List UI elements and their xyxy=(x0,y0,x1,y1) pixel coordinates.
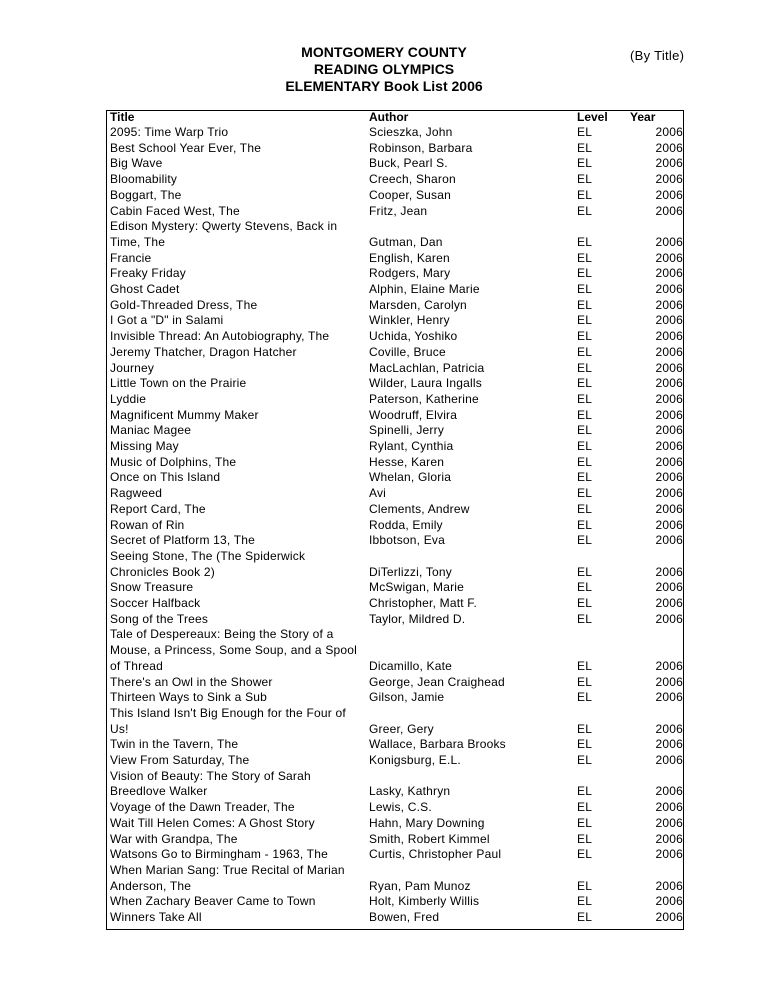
book-author: George, Jean Craighead xyxy=(369,674,505,689)
book-author: Hesse, Karen xyxy=(369,454,445,469)
book-level: EL xyxy=(577,501,593,516)
book-title xyxy=(110,596,360,612)
book-year: 2006 xyxy=(655,376,683,391)
book-author: Marsden, Carolyn xyxy=(369,297,467,312)
table-row xyxy=(0,266,768,282)
book-year: 2006 xyxy=(655,140,683,155)
book-level: EL xyxy=(577,344,593,359)
book-author: Dicamillo, Kate xyxy=(369,658,453,673)
table-row xyxy=(0,816,768,832)
book-title-line: View From Saturday, The xyxy=(110,753,250,767)
book-title xyxy=(110,125,360,141)
book-level: EL xyxy=(577,658,593,673)
book-title-line: Rowan of Rin xyxy=(110,517,185,532)
book-title-line: Twin in the Tavern, The xyxy=(110,737,239,752)
book-author: Alphin, Elaine Marie xyxy=(369,282,480,296)
table-row xyxy=(0,188,768,204)
book-author: Robinson, Barbara xyxy=(369,140,473,155)
book-year: 2006 xyxy=(655,172,683,187)
table-row xyxy=(0,298,768,314)
book-year: 2006 xyxy=(655,470,683,485)
book-level: EL xyxy=(577,203,593,218)
book-level: EL xyxy=(577,690,593,705)
book-year: 2006 xyxy=(655,187,683,202)
book-level: EL xyxy=(577,140,593,155)
book-level: EL xyxy=(577,580,593,595)
book-title-line: Us! xyxy=(110,721,129,736)
book-title-line: Soccer Halfback xyxy=(110,596,201,610)
book-title-line: Voyage of the Dawn Treader, The xyxy=(110,800,295,815)
book-level: EL xyxy=(577,878,593,893)
book-level: EL xyxy=(577,391,593,406)
book-title-line: Invisible Thread: An Autobiography, The xyxy=(110,329,330,344)
book-author: Clements, Andrew xyxy=(369,501,470,516)
book-author: Spinelli, Jerry xyxy=(369,423,445,438)
book-title xyxy=(110,172,360,188)
book-title xyxy=(110,816,360,832)
book-title-line: This Island Isn't Big Enough for the Four of xyxy=(110,705,346,720)
book-year: 2006 xyxy=(655,815,683,830)
book-year: 2006 xyxy=(655,564,683,579)
book-author: Rylant, Cynthia xyxy=(369,439,454,453)
book-level: EL xyxy=(577,721,593,736)
book-level: EL xyxy=(577,423,593,438)
book-title xyxy=(110,439,360,455)
book-title xyxy=(110,455,360,471)
book-level: EL xyxy=(577,313,593,328)
book-title-line: Song of the Trees xyxy=(110,611,209,626)
book-title-line: Journey xyxy=(110,360,155,375)
book-author: Smith, Robert Kimmel xyxy=(369,831,490,846)
table-row xyxy=(0,502,768,518)
book-author: Whelan, Gloria xyxy=(369,470,452,485)
table-row xyxy=(0,863,768,894)
table-row xyxy=(0,690,768,706)
book-title xyxy=(110,141,360,157)
book-title xyxy=(110,188,360,204)
book-author: Cooper, Susan xyxy=(369,187,451,202)
table-row xyxy=(0,470,768,486)
book-year: 2006 xyxy=(655,533,683,548)
book-title xyxy=(110,251,360,267)
book-year: 2006 xyxy=(655,266,683,281)
book-title-line: Edison Mystery: Qwerty Stevens, Back in xyxy=(110,219,338,234)
book-author: Curtis, Christopher Paul xyxy=(369,847,502,862)
header-program: READING OLYMPICS xyxy=(313,61,455,77)
book-title xyxy=(110,863,360,894)
book-author: Rodda, Emily xyxy=(369,517,443,532)
book-title-line: Thirteen Ways to Sink a Sub xyxy=(110,690,268,705)
book-title-line: Maniac Magee xyxy=(110,423,192,438)
book-year: 2006 xyxy=(655,203,683,218)
book-title-line: Time, The xyxy=(110,234,166,249)
book-year: 2006 xyxy=(655,611,683,626)
table-row xyxy=(0,675,768,691)
table-row xyxy=(0,596,768,612)
book-year: 2006 xyxy=(655,596,683,610)
table-row xyxy=(0,439,768,455)
book-level: EL xyxy=(577,784,593,799)
table-row xyxy=(0,455,768,471)
book-title-line: When Zachary Beaver Came to Town xyxy=(110,894,316,909)
table-row xyxy=(0,282,768,298)
book-year: 2006 xyxy=(655,721,683,736)
book-level: EL xyxy=(577,753,593,767)
table-row xyxy=(0,361,768,377)
book-author: Konigsburg, E.L. xyxy=(369,753,461,767)
book-year: 2006 xyxy=(655,360,683,375)
book-year: 2006 xyxy=(655,329,683,344)
table-row xyxy=(0,376,768,392)
table-row xyxy=(0,800,768,816)
book-year: 2006 xyxy=(655,234,683,249)
table-row xyxy=(0,753,768,769)
book-author: Uchida, Yoshiko xyxy=(369,329,458,344)
book-title xyxy=(110,832,360,848)
book-author: English, Karen xyxy=(369,250,450,265)
book-title-line: of Thread xyxy=(110,658,163,673)
book-author: Ryan, Pam Munoz xyxy=(369,878,471,893)
table-row xyxy=(0,769,768,800)
book-author: Bowen, Fred xyxy=(369,910,440,924)
book-title xyxy=(110,298,360,314)
book-year: 2006 xyxy=(655,784,683,799)
book-title-line: Lyddie xyxy=(110,391,147,406)
header-county: MONTGOMERY COUNTY xyxy=(301,44,467,60)
book-level: EL xyxy=(577,533,593,548)
book-year: 2006 xyxy=(655,125,683,139)
book-title xyxy=(110,345,360,361)
book-author: MacLachlan, Patricia xyxy=(369,360,485,375)
book-level: EL xyxy=(577,910,593,924)
table-row xyxy=(0,313,768,329)
book-title-line: Bloomability xyxy=(110,172,178,187)
table-row xyxy=(0,706,768,737)
book-title xyxy=(110,910,360,926)
book-title xyxy=(110,486,360,502)
book-title xyxy=(110,313,360,329)
table-row xyxy=(0,486,768,502)
book-author: McSwigan, Marie xyxy=(369,580,465,595)
table-row xyxy=(0,518,768,534)
book-title-line: Tale of Despereaux: Being the Story of a xyxy=(110,627,334,642)
book-title-line: Ghost Cadet xyxy=(110,282,180,296)
header-list-title: ELEMENTARY Book List 2006 xyxy=(285,78,483,94)
book-year: 2006 xyxy=(655,831,683,846)
book-level: EL xyxy=(577,439,593,453)
book-title-line: Winners Take All xyxy=(110,910,202,924)
book-title xyxy=(110,266,360,282)
column-header-title: Title xyxy=(110,110,135,124)
book-title xyxy=(110,847,360,863)
book-title xyxy=(110,549,360,580)
book-year: 2006 xyxy=(655,580,683,595)
book-level: EL xyxy=(577,564,593,579)
book-level: EL xyxy=(577,329,593,344)
book-title-line: Gold-Threaded Dress, The xyxy=(110,297,258,312)
table-row xyxy=(0,423,768,439)
book-year: 2006 xyxy=(655,156,683,171)
book-year: 2006 xyxy=(655,517,683,532)
book-title xyxy=(110,800,360,816)
book-author: Christopher, Matt F. xyxy=(369,596,478,610)
book-year: 2006 xyxy=(655,690,683,705)
book-title xyxy=(110,518,360,534)
book-title xyxy=(110,408,360,424)
book-level: EL xyxy=(577,297,593,312)
book-year: 2006 xyxy=(655,297,683,312)
book-level: EL xyxy=(577,282,593,296)
book-level: EL xyxy=(577,800,593,815)
book-title-line: Vision of Beauty: The Story of Sarah xyxy=(110,768,311,783)
column-header-author: Author xyxy=(369,110,409,124)
book-title-line: Magnificent Mummy Maker xyxy=(110,407,259,422)
book-title-line: Chronicles Book 2) xyxy=(110,564,215,579)
book-author: Buck, Pearl S. xyxy=(369,156,448,171)
book-title-line: When Marian Sang: True Recital of Marian xyxy=(110,862,345,877)
book-author: Taylor, Mildred D. xyxy=(369,611,466,626)
book-author: Greer, Gery xyxy=(369,721,434,736)
book-level: EL xyxy=(577,517,593,532)
book-author: Wilder, Laura Ingalls xyxy=(369,376,482,391)
book-title-line: There's an Owl in the Shower xyxy=(110,674,273,689)
book-title-line: Jeremy Thatcher, Dragon Hatcher xyxy=(110,344,297,359)
book-level: EL xyxy=(577,894,593,909)
book-author: Winkler, Henry xyxy=(369,313,450,328)
book-year: 2006 xyxy=(655,737,683,752)
book-title xyxy=(110,737,360,753)
book-year: 2006 xyxy=(655,313,683,328)
book-year: 2006 xyxy=(655,282,683,296)
book-level: EL xyxy=(577,376,593,391)
book-year: 2006 xyxy=(655,501,683,516)
book-level: EL xyxy=(577,815,593,830)
book-author: DiTerlizzi, Tony xyxy=(369,564,452,579)
book-author: Holt, Kimberly Willis xyxy=(369,894,480,909)
table-row xyxy=(0,612,768,628)
book-title-line: Wait Till Helen Comes: A Ghost Story xyxy=(110,815,315,830)
table-row xyxy=(0,832,768,848)
book-title xyxy=(110,423,360,439)
book-title-line: Snow Treasure xyxy=(110,580,194,595)
book-year: 2006 xyxy=(655,800,683,815)
book-level: EL xyxy=(577,156,593,171)
table-row xyxy=(0,392,768,408)
table-row xyxy=(0,408,768,424)
book-title-line: Secret of Platform 13, The xyxy=(110,533,256,548)
table-row xyxy=(0,910,768,926)
book-title xyxy=(110,282,360,298)
book-author: Fritz, Jean xyxy=(369,203,428,218)
column-header-level: Level xyxy=(577,110,608,124)
book-year: 2006 xyxy=(655,847,683,862)
book-title xyxy=(110,894,360,910)
book-level: EL xyxy=(577,454,593,469)
book-level: EL xyxy=(577,407,593,422)
table-row xyxy=(0,125,768,141)
book-level: EL xyxy=(577,360,593,375)
book-title xyxy=(110,675,360,691)
book-title-line: Watsons Go to Birmingham - 1963, The xyxy=(110,847,328,862)
book-year: 2006 xyxy=(655,878,683,893)
book-title xyxy=(110,219,360,250)
book-title xyxy=(110,706,360,737)
book-level: EL xyxy=(577,596,593,610)
book-title-line: Anderson, The xyxy=(110,878,192,893)
book-author: Avi xyxy=(369,486,387,501)
book-level: EL xyxy=(577,831,593,846)
book-author: Lewis, C.S. xyxy=(369,800,432,815)
book-level: EL xyxy=(577,674,593,689)
book-title-line: Mouse, a Princess, Some Soup, and a Spool xyxy=(110,643,358,658)
table-row xyxy=(0,737,768,753)
column-header-year: Year xyxy=(630,110,656,124)
book-level: EL xyxy=(577,234,593,249)
sort-note: (By Title) xyxy=(630,48,685,63)
book-year: 2006 xyxy=(655,894,683,909)
book-author: Rodgers, Mary xyxy=(369,266,451,281)
book-level: EL xyxy=(577,250,593,265)
book-title-line: Boggart, The xyxy=(110,187,182,202)
table-row xyxy=(0,847,768,863)
book-title xyxy=(110,502,360,518)
book-title xyxy=(110,470,360,486)
book-level: EL xyxy=(577,847,593,862)
table-row xyxy=(0,549,768,580)
book-title xyxy=(110,580,360,596)
book-author: Lasky, Kathryn xyxy=(369,784,451,799)
book-title-line: Music of Dolphins, The xyxy=(110,454,237,469)
book-level: EL xyxy=(577,470,593,485)
book-year: 2006 xyxy=(655,423,683,438)
book-title-line: Missing May xyxy=(110,439,179,453)
table-row xyxy=(0,533,768,549)
book-title-line: Cabin Faced West, The xyxy=(110,203,240,218)
book-author: Hahn, Mary Downing xyxy=(369,815,485,830)
book-title-line: Ragweed xyxy=(110,486,163,501)
book-title xyxy=(110,204,360,220)
book-title-line: Breedlove Walker xyxy=(110,784,208,799)
book-title xyxy=(110,753,360,769)
book-year: 2006 xyxy=(655,454,683,469)
book-level: EL xyxy=(577,187,593,202)
book-author: Wallace, Barbara Brooks xyxy=(369,737,506,752)
book-year: 2006 xyxy=(655,910,683,924)
book-year: 2006 xyxy=(655,439,683,453)
book-title-line: 2095: Time Warp Trio xyxy=(110,125,229,139)
book-title-line: Freaky Friday xyxy=(110,266,186,281)
table-row xyxy=(0,329,768,345)
book-title xyxy=(110,376,360,392)
table-row xyxy=(0,627,768,674)
book-title-line: Big Wave xyxy=(110,156,163,171)
book-title xyxy=(110,627,360,674)
table-row xyxy=(0,345,768,361)
book-title-line: War with Grandpa, The xyxy=(110,831,238,846)
book-year: 2006 xyxy=(655,250,683,265)
book-title xyxy=(110,361,360,377)
book-level: EL xyxy=(577,737,593,752)
book-year: 2006 xyxy=(655,753,683,767)
book-title-line: Once on This Island xyxy=(110,470,221,485)
book-title xyxy=(110,533,360,549)
book-author: Gutman, Dan xyxy=(369,234,443,249)
book-author: Creech, Sharon xyxy=(369,172,456,187)
book-level: EL xyxy=(577,611,593,626)
book-title-line: Little Town on the Prairie xyxy=(110,376,247,391)
book-level: EL xyxy=(577,266,593,281)
table-row xyxy=(0,172,768,188)
table-row xyxy=(0,204,768,220)
book-level: EL xyxy=(577,172,593,187)
book-title xyxy=(110,392,360,408)
book-year: 2006 xyxy=(655,407,683,422)
book-author: Scieszka, John xyxy=(369,125,453,139)
book-year: 2006 xyxy=(655,344,683,359)
book-author: Gilson, Jamie xyxy=(369,690,445,705)
book-title-line: I Got a "D" in Salami xyxy=(110,313,224,328)
table-row xyxy=(0,219,768,250)
book-title xyxy=(110,612,360,628)
book-author: Paterson, Katherine xyxy=(369,391,479,406)
book-title-line: Francie xyxy=(110,250,152,265)
book-year: 2006 xyxy=(655,658,683,673)
table-row xyxy=(0,156,768,172)
book-title-line: Report Card, The xyxy=(110,501,206,516)
book-title xyxy=(110,769,360,800)
book-title-line: Seeing Stone, The (The Spiderwick xyxy=(110,548,306,563)
book-level: EL xyxy=(577,125,593,139)
book-title xyxy=(110,329,360,345)
book-year: 2006 xyxy=(655,674,683,689)
book-year: 2006 xyxy=(655,486,683,501)
book-author: Coville, Bruce xyxy=(369,344,446,359)
book-level: EL xyxy=(577,486,593,501)
book-title xyxy=(110,690,360,706)
book-title-line: Best School Year Ever, The xyxy=(110,140,262,155)
table-row xyxy=(0,141,768,157)
book-author: Woodruff, Elvira xyxy=(369,407,458,422)
book-author: Ibbotson, Eva xyxy=(369,533,445,548)
book-year: 2006 xyxy=(655,391,683,406)
book-title xyxy=(110,156,360,172)
table-row xyxy=(0,580,768,596)
table-row xyxy=(0,251,768,267)
table-row xyxy=(0,894,768,910)
